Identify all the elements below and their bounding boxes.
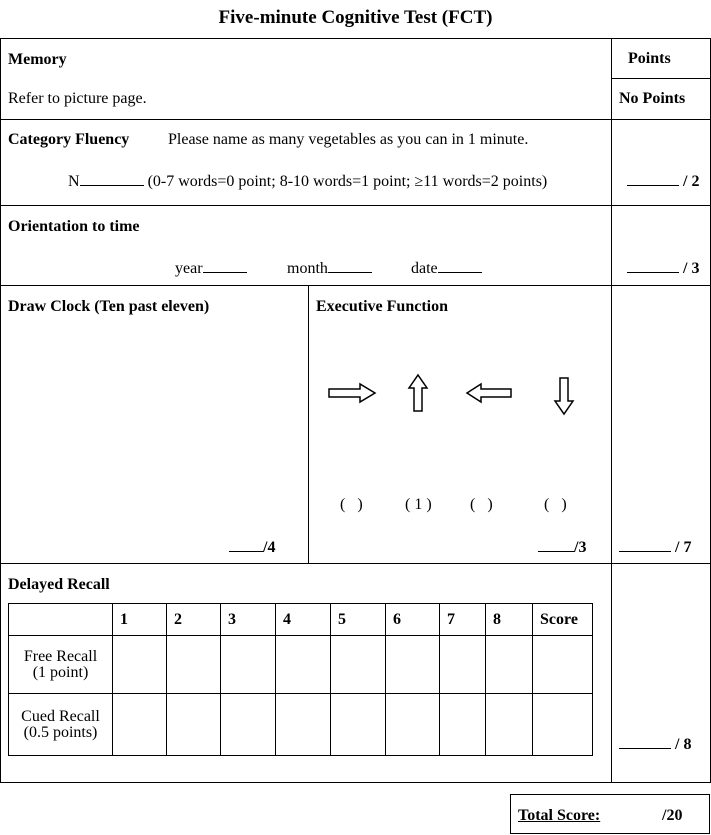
month-label: month (287, 260, 328, 277)
section3-score-field[interactable] (619, 537, 671, 552)
recall-cell[interactable] (386, 694, 440, 756)
recall-cell[interactable] (440, 694, 486, 756)
page-title: Five-minute Cognitive Test (FCT) (218, 7, 493, 28)
recall-cell[interactable] (331, 694, 386, 756)
orientation-heading: Orientation to time (8, 218, 140, 235)
recall-col-header: 6 (386, 604, 440, 636)
no-points-label: No Points (619, 90, 686, 107)
row-divider-memory (0, 119, 711, 120)
orientation-year (175, 258, 247, 278)
orientation-date (411, 258, 482, 278)
total-score-max: /20 (662, 807, 683, 824)
recall-col-header: 7 (440, 604, 486, 636)
recall-corner-cell (9, 604, 113, 636)
recall-cell[interactable] (221, 694, 276, 756)
exec-answer-4[interactable]: ( ) (544, 496, 567, 513)
recall-cell[interactable] (440, 636, 486, 694)
free-recall-title: Free Recall (23, 647, 98, 665)
delayed-max: / 8 (675, 736, 692, 753)
points-column-divider (611, 38, 612, 783)
recall-cell[interactable] (221, 636, 276, 694)
clock-score-field[interactable] (229, 537, 263, 552)
orientation-max: / 3 (683, 260, 700, 277)
total-score-label: Total Score: (518, 807, 601, 824)
points-heading: Points (628, 50, 671, 67)
recall-col-header: 2 (167, 604, 221, 636)
recall-col-header: 4 (276, 604, 331, 636)
fluency-max: / 2 (683, 173, 700, 190)
recall-score-cell[interactable] (533, 636, 593, 694)
recall-cell[interactable] (486, 636, 533, 694)
recall-cell[interactable] (167, 636, 221, 694)
fluency-scoring: (0-7 words=0 point; 8-10 words=1 point; ≥11 words=2 points) (147, 173, 548, 190)
orientation-month (287, 258, 372, 278)
fluency-n-label: N (68, 173, 80, 190)
exec-answer-3[interactable]: ( ) (470, 496, 493, 513)
memory-note: Refer to picture page. (8, 90, 147, 107)
cued-recall-row (9, 694, 593, 756)
fluency-prompt: Please name as many vegetables as you can in 1 minute. (168, 131, 529, 148)
clock-score (229, 537, 275, 557)
recall-cell[interactable] (276, 636, 331, 694)
fluency-score-field[interactable] (627, 171, 679, 186)
fluency-answer-line (68, 171, 547, 191)
frame-left (0, 38, 1, 783)
cued-recall-label (9, 694, 113, 756)
up-arrow-icon (408, 374, 428, 412)
delayed-score (619, 734, 691, 754)
exec-answer-1[interactable]: ( ) (340, 496, 363, 513)
year-label: year (175, 260, 203, 277)
year-field[interactable] (203, 258, 247, 273)
date-field[interactable] (438, 258, 482, 273)
right-arrow-icon (328, 383, 376, 403)
recall-cell[interactable] (386, 636, 440, 694)
free-recall-row (9, 636, 593, 694)
recall-cell[interactable] (167, 694, 221, 756)
executive-heading: Executive Function (316, 298, 448, 315)
frame-top (0, 38, 711, 39)
clock-max: /4 (263, 539, 276, 556)
left-arrow-icon (466, 383, 512, 403)
recall-cell[interactable] (486, 694, 533, 756)
row-divider-orientation (0, 285, 711, 286)
section3-max: / 7 (675, 539, 692, 556)
recall-col-header: 8 (486, 604, 533, 636)
recall-table (8, 603, 593, 756)
orientation-score (627, 258, 699, 278)
down-arrow-icon (554, 377, 574, 415)
recall-cell[interactable] (276, 694, 331, 756)
cued-recall-points: (0.5 points) (23, 723, 98, 741)
recall-cell[interactable] (113, 636, 167, 694)
fluency-score (627, 171, 699, 191)
recall-col-header: 3 (221, 604, 276, 636)
exec-answer-2[interactable]: ( 1 ) (405, 496, 432, 513)
section3-score (619, 537, 691, 557)
delayed-score-field[interactable] (619, 734, 671, 749)
recall-cell[interactable] (331, 636, 386, 694)
recall-cell[interactable] (113, 694, 167, 756)
row-divider-fluency (0, 205, 711, 206)
frame-bottom (0, 782, 711, 783)
date-label: date (411, 260, 438, 277)
total-score-box (510, 794, 710, 834)
free-recall-points: (1 point) (32, 663, 89, 681)
executive-max: /3 (574, 539, 587, 556)
month-field[interactable] (328, 258, 372, 273)
points-header-divider (611, 78, 711, 79)
fluency-heading: Category Fluency (8, 131, 130, 148)
recall-header-row (9, 604, 593, 636)
memory-heading: Memory (8, 51, 67, 68)
free-recall-label (9, 636, 113, 694)
executive-score (538, 537, 586, 557)
recall-col-header: 1 (113, 604, 167, 636)
recall-col-header: 5 (331, 604, 386, 636)
clock-exec-divider (308, 285, 309, 563)
fluency-count-field[interactable] (80, 171, 144, 186)
orientation-score-field[interactable] (627, 258, 679, 273)
row-divider-clock (0, 563, 711, 564)
delayed-heading: Delayed Recall (8, 576, 110, 593)
executive-score-field[interactable] (538, 537, 574, 552)
clock-heading: Draw Clock (Ten past eleven) (8, 298, 210, 315)
recall-col-header: Score (533, 604, 593, 636)
recall-score-cell[interactable] (533, 694, 593, 756)
cued-recall-title: Cued Recall (21, 707, 100, 725)
